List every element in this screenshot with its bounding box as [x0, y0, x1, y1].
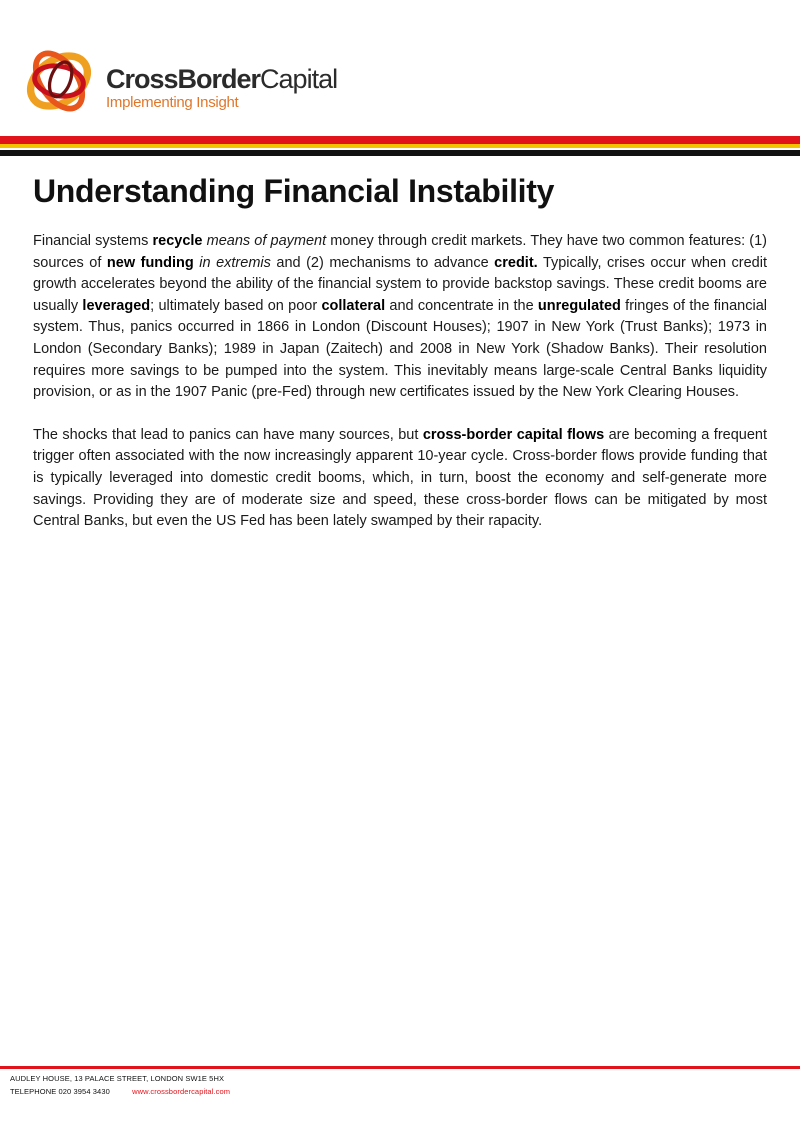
header-stripe-red — [0, 136, 800, 144]
paragraph-text: are becoming a frequent trigger often associated with the now increasingly apparent 10-year cycle. Cross-border flows provide funding that is typically leveraged into domestic credit booms, which, in turn, boost the economy and self-generate more savings. Providing they are of moderate size and speed, these cross-border flows can be mitigated by most Central Banks, but even the US Fed has been lately swamped by their rapacity. — [33, 426, 768, 530]
brand-name — [106, 66, 337, 93]
body-paragraph — [33, 231, 767, 404]
emphasis-bold: credit. — [494, 254, 538, 271]
emphasis-bold: leveraged — [82, 297, 151, 314]
paragraph-text: Typically, crises occur when credit growth accelerates beyond the ability of the financial system to provide backstop savings. These credit booms are usually — [33, 254, 767, 314]
header-stripe-yellow — [0, 144, 800, 148]
emphasis-bold: cross-border capital flows — [422, 426, 605, 443]
footer-contact-row — [10, 1085, 230, 1098]
footer-telephone: TELEPHONE 020 3954 3430 — [10, 1087, 110, 1096]
brand-name-bold: CrossBorder — [106, 64, 261, 94]
footer-divider — [0, 1066, 800, 1069]
orbital-rings-logo-icon — [18, 40, 100, 122]
paragraph-text: ; ultimately based on poor — [150, 297, 322, 314]
emphasis-italic: means of payment — [206, 233, 327, 249]
paragraph-text: and (2) mechanisms to advance — [270, 254, 495, 271]
body-paragraph — [33, 425, 767, 533]
document-title: Understanding Financial Instability — [33, 173, 555, 209]
brand-tagline: Implementing Insight — [106, 94, 239, 111]
document-body — [33, 231, 767, 554]
footer — [10, 1072, 230, 1098]
emphasis-bold: collateral — [321, 297, 386, 314]
paragraph-text: money through credit markets. They have two common features: (1) sources of — [33, 233, 767, 271]
paragraph-text: The shocks that lead to panics can have many sources, but — [33, 426, 423, 443]
footer-address: AUDLEY HOUSE, 13 PALACE STREET, LONDON SW1E 5HX — [10, 1074, 225, 1083]
emphasis-italic: in extremis — [199, 254, 271, 271]
header-stripes — [0, 136, 800, 156]
emphasis-bold: unregulated — [537, 297, 621, 314]
brand-wordmark — [106, 66, 337, 110]
letterhead — [0, 0, 800, 160]
header-stripe-black — [0, 150, 800, 156]
emphasis-bold: recycle — [152, 233, 203, 249]
paragraph-text: Financial systems — [33, 233, 153, 249]
brand-name-light: Capital — [260, 64, 338, 94]
emphasis-bold: new funding — [106, 254, 194, 271]
paragraph-text: and concentrate in the — [385, 297, 538, 314]
paragraph-text: fringes of the financial system. Thus, panics occurred in 1866 in London (Discount Houses); 1907 in New York (Trust Banks); 1973 in London (Secondary Banks); 1989 in Japan (Zaitech) and 2008 in New York (Shadow Banks). Their resolution requires more savings to be pumped into the system. This inevitably means large-scale Central Banks liquidity provision, or as in the 1907 Panic (pre-Fed) through new certificates issued by the New York Clearing Houses. — [33, 297, 767, 401]
footer-website-link[interactable]: www.crossbordercapital.com — [132, 1087, 231, 1096]
